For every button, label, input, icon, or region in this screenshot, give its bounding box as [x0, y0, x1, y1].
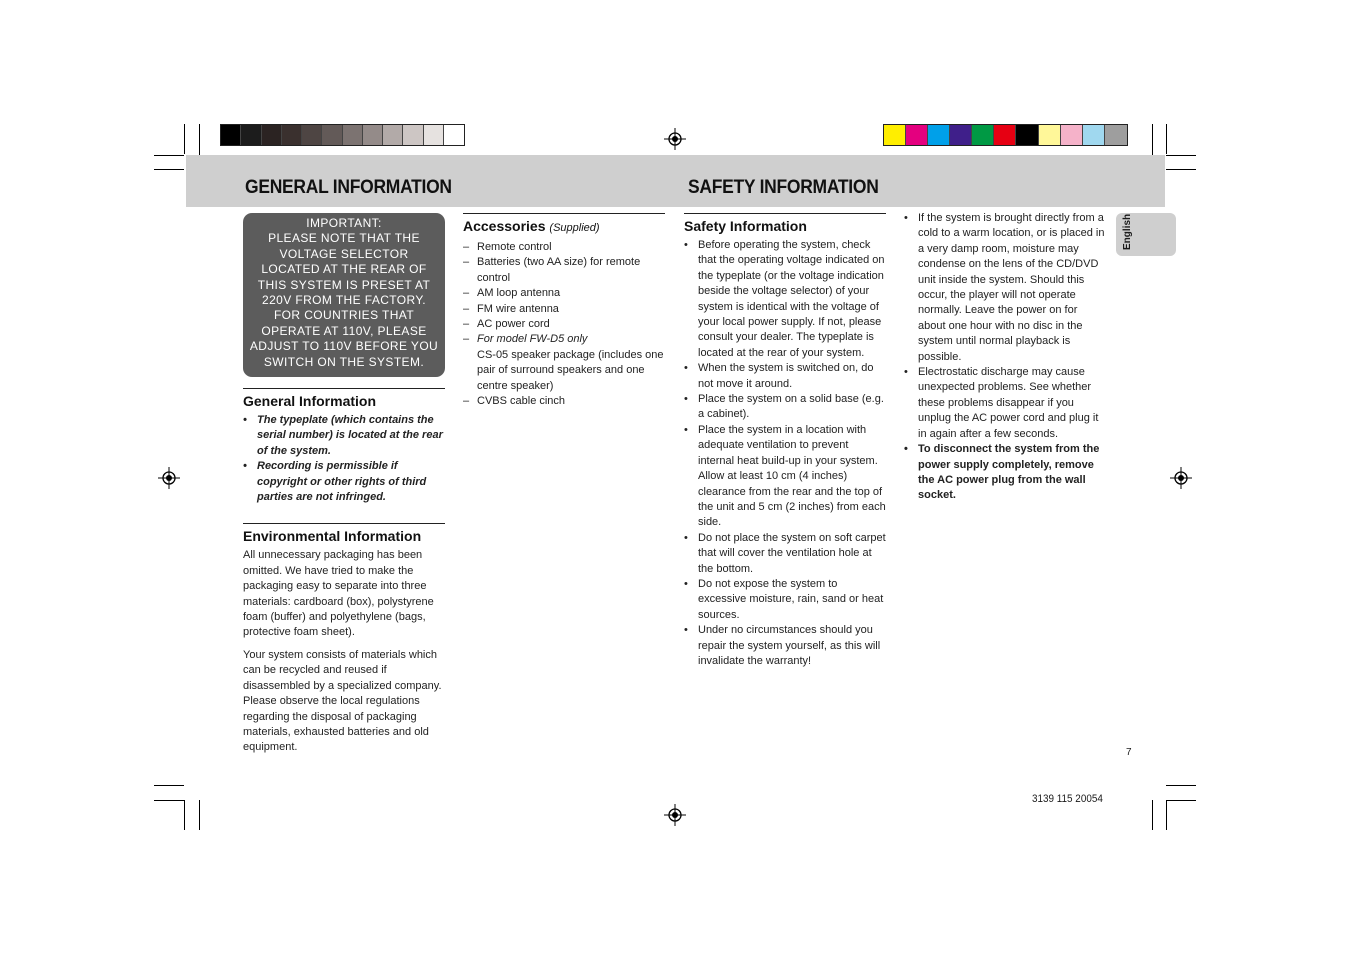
crop-mark: [1166, 785, 1196, 786]
list-item-text: When the system is switched on, do not move it around.: [698, 362, 874, 390]
column-general: [243, 388, 445, 756]
crop-mark: [1152, 800, 1153, 830]
list-item: – CVBS cable cinch: [463, 395, 566, 408]
list-item: – FM wire antenna: [463, 302, 559, 315]
general-information-title: GENERAL INFORMATION: [245, 177, 452, 198]
color-swatch: [950, 125, 972, 145]
color-calibration-bar: [883, 124, 1128, 146]
list-item: – AC power cord: [463, 318, 550, 331]
list-item: • Place the system in a location with adequate ventilation to prevent internal heat build-up in your system. Allow at least 10 cm (4 inches) clearance from the rear and the top of the unit and 5 cm (2 inches) from each side.: [684, 423, 886, 529]
list-item: • When the system is switched on, do not move it around.: [684, 362, 874, 390]
list-item: • Electrostatic discharge may cause unexpected problems. See whether these problems disappear if you unplug the AC power cord and plug it in again after a few seconds.: [904, 366, 1099, 440]
accessories-heading-text: Accessories: [463, 218, 546, 234]
gray-swatch: [424, 125, 444, 145]
list-item-text: Do not expose the system to excessive moisture, rain, sand or heat sources.: [698, 577, 884, 621]
column-accessories: [463, 213, 665, 409]
color-swatch: [1105, 125, 1127, 145]
gray-swatch: [262, 125, 282, 145]
list-item: • The typeplate (which contains the serial number) is located at the rear of the system.: [243, 414, 443, 457]
list-item-text: Under no circumstances should you repair the system yourself, as this will invalidate the warranty!: [698, 624, 881, 667]
list-item-text: Remote control: [477, 241, 552, 253]
list-item-text: The typeplate (which contains the serial number) is located at the rear of the system.: [257, 414, 443, 457]
color-swatch: [906, 125, 928, 145]
document-code: 3139 115 20054: [1032, 793, 1103, 805]
crop-mark: [154, 800, 184, 801]
environmental-information-heading: Environmental Information: [243, 523, 445, 545]
page-number: 7: [1126, 747, 1132, 758]
gray-swatch: [302, 125, 322, 145]
important-line: PLEASE NOTE THAT THE: [268, 231, 420, 246]
color-swatch: [1083, 125, 1105, 145]
crop-mark: [184, 124, 185, 154]
gray-swatch: [241, 125, 261, 145]
color-swatch: [972, 125, 994, 145]
important-line: FOR COUNTRIES THAT: [273, 308, 415, 323]
crop-mark: [154, 155, 184, 156]
crop-mark: [199, 800, 200, 830]
grayscale-calibration-bar: [220, 124, 465, 146]
list-item: • Before operating the system, check that the operating voltage indicated on the typeplate (or the voltage indication beside the voltage selector) of your system is identical with the voltage of your local power supply. If not, please consult your dealer. The typeplate is located at the rear of your system.: [684, 239, 885, 359]
important-line: ADJUST TO 110V BEFORE YOU: [249, 339, 439, 354]
general-information-heading: General Information: [243, 388, 445, 410]
accessories-subheading: (Supplied): [549, 222, 600, 234]
crop-mark: [154, 785, 184, 786]
list-item: • If the system is brought directly from a cold to a warm location, or is placed in a very damp room, moisture may condense on the lens of the CD/DVD unit inside the system. Should this occur, the player will not operate normally. Leave the power on for about one hour with no disc in the system until normal playback is possible.: [904, 212, 1105, 363]
crop-mark: [1166, 800, 1167, 830]
list-item-text: Before operating the system, check that the operating voltage indicated on the typeplate (or the voltage indication beside the voltage selector) of your system is identical with the voltage of your local power supply. If not, please consult your dealer. The typeplate is located at the rear of your system.: [698, 239, 885, 359]
important-notice-box: [243, 213, 445, 377]
list-item-text: Recording is permissible if copyright or other rights of third parties are not infringed.: [257, 460, 427, 504]
color-swatch: [884, 125, 906, 145]
column-safety-continued: [904, 211, 1106, 504]
list-item: • Place the system on a solid base (e.g. a cabinet).: [684, 393, 884, 421]
list-item: – Batteries (two AA size) for remote control: [463, 256, 641, 284]
crop-mark: [184, 800, 185, 830]
color-swatch: [1061, 125, 1083, 145]
safety-list-continued: [904, 211, 1106, 504]
color-swatch: [1039, 125, 1061, 145]
environmental-paragraph: Your system consists of materials which can be recycled and reused if disassembled by a specialized company. Please observe the local regulations regarding the disposal of packaging materials, exhausted batteries and old equipment.: [243, 648, 442, 754]
column-safety: [684, 213, 886, 669]
list-item-text: For model FW-D5 only: [477, 333, 588, 346]
color-swatch: [994, 125, 1016, 145]
list-item: • Under no circumstances should you repair the system yourself, as this will invalidate the warranty!: [684, 624, 881, 667]
list-item: • Do not expose the system to excessive moisture, rain, sand or heat sources.: [684, 577, 884, 621]
important-line: VOLTAGE SELECTOR: [279, 246, 409, 261]
gray-swatch: [322, 125, 342, 145]
important-line: SWITCH ON THE SYSTEM.: [263, 354, 425, 369]
list-item-text: If the system is brought directly from a cold to a warm location, or is placed in a very damp room, moisture may condense on the lens of the CD/DVD unit inside the system. Should this occur, the player will not operate normally. Leave the power on for about one hour with no disc in the system until normal playback is possible.: [918, 212, 1105, 363]
gray-swatch: [363, 125, 383, 145]
list-item: – Remote control: [463, 241, 552, 253]
accessories-list: [463, 240, 665, 409]
language-tab-label: English: [1122, 213, 1133, 250]
list-item-text: AM loop antenna: [477, 287, 561, 300]
safety-information-title: SAFETY INFORMATION: [688, 177, 879, 198]
list-item-text: CVBS cable cinch: [477, 395, 566, 408]
gray-swatch: [383, 125, 403, 145]
registration-mark-icon: [158, 467, 180, 489]
registration-mark-icon: [1170, 467, 1192, 489]
color-swatch: [1016, 125, 1038, 145]
crop-mark: [154, 169, 184, 170]
list-item-text: Place the system on a solid base (e.g. a cabinet).: [698, 393, 884, 421]
important-line: 220V FROM THE FACTORY.: [262, 293, 426, 308]
accessories-heading: [463, 213, 665, 237]
list-item-text: Place the system in a location with adequate ventilation to prevent internal heat build-up in your system. Allow at least 10 cm (4 inches) clearance from the rear and the top of the unit and 5 cm (2 inches) from each side.: [698, 423, 886, 529]
list-item-note: CS-05 speaker package (includes one pair of surround speakers and one centre speaker): [477, 348, 664, 392]
gray-swatch: [343, 125, 363, 145]
list-item-text: Electrostatic discharge may cause unexpected problems. See whether these problems disappear if you unplug the AC power cord and plug it in again after a few seconds.: [918, 366, 1099, 440]
list-item: • To disconnect the system from the power supply completely, remove the AC power plug from the wall socket.: [904, 443, 1100, 502]
important-line: LOCATED AT THE REAR OF: [261, 262, 427, 277]
registration-mark-icon: [664, 804, 686, 826]
gray-swatch: [282, 125, 302, 145]
safety-information-heading: Safety Information: [684, 213, 886, 235]
warning-text: To disconnect the system from the power supply completely, remove the AC power plug from the wall socket.: [918, 443, 1100, 502]
general-information-list: [243, 413, 445, 505]
crop-mark: [1166, 155, 1196, 156]
list-item: – For model FW-D5 only CS-05 speaker package (includes one pair of surround speakers and one centre speaker): [463, 333, 664, 392]
gray-swatch: [444, 125, 464, 145]
list-item-text: AC power cord: [477, 318, 550, 331]
important-line: IMPORTANT:: [306, 216, 382, 230]
registration-mark-icon: [664, 128, 686, 150]
important-line: OPERATE AT 110V, PLEASE: [261, 323, 427, 338]
crop-mark: [1166, 169, 1196, 170]
list-item-text: FM wire antenna: [477, 302, 559, 315]
important-line: THIS SYSTEM IS PRESET AT: [257, 277, 431, 292]
safety-list: [684, 238, 886, 669]
list-item: • Recording is permissible if copyright or other rights of third parties are not infringed.: [243, 460, 427, 504]
gray-swatch: [221, 125, 241, 145]
gray-swatch: [403, 125, 423, 145]
list-item: • Do not place the system on soft carpet that will cover the ventilation hole at the bottom.: [684, 531, 886, 575]
crop-mark: [1166, 124, 1167, 154]
list-item-text: Do not place the system on soft carpet that will cover the ventilation hole at the bottom.: [698, 531, 886, 575]
environmental-paragraph: All unnecessary packaging has been omitted. We have tried to make the packaging easy to separate into three materials: cardboard (box), polystyrene foam (buffer) and polyethylene (bags, protective foam sheet).: [243, 549, 434, 639]
list-item-text: Batteries (two AA size) for remote control: [477, 256, 641, 284]
crop-mark: [1166, 800, 1196, 801]
color-swatch: [928, 125, 950, 145]
list-item: – AM loop antenna: [463, 287, 561, 300]
